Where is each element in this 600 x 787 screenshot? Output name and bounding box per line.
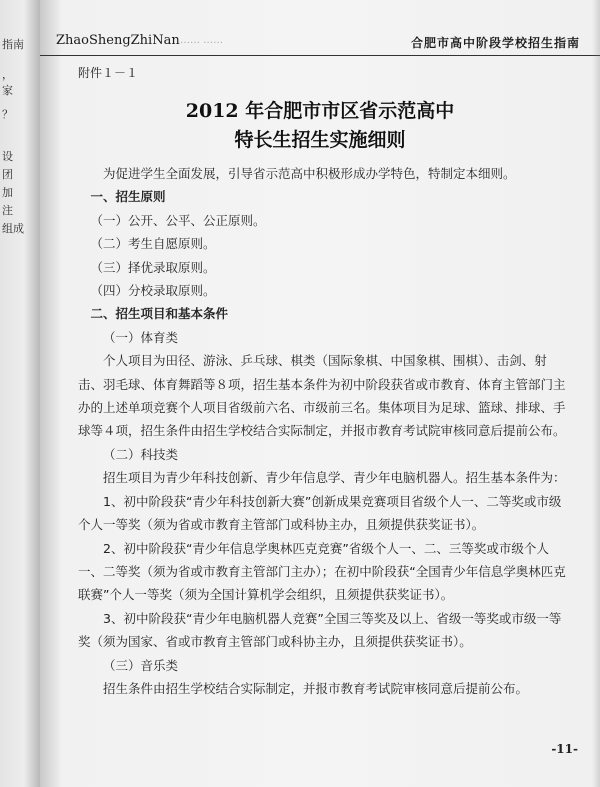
principle-item: （四）分校录取原则。	[90, 283, 216, 299]
adjacent-page-strip	[0, 0, 40, 787]
attachment-label: 附件１－１	[78, 66, 139, 80]
tech-item-1: 1、初中阶段获“青少年科技创新大赛”创新成果竞赛项目省级个人一、二等奖或市级个人一等奖（须为省或市教育主管部门或科协主办，且须提供获奖证书）。	[78, 493, 562, 533]
adjacent-page-fragment: 加	[2, 186, 13, 199]
sports-paragraph: 个人项目为田径、游泳、乒乓球、棋类（国际象棋、中国象棋、围棋）、击剑、射击、羽毛球、体育舞蹈等８项，招生基本条件为初中阶段获省或市教育、体育主管部门主办的上述单项竞赛个人项目省级前六名、市级前三名。集体项目为足球、篮球、排球、手球等４项，招生条件由招生学校结合实际制定，并报市教育考试院审核同意后提前公布。	[78, 353, 566, 439]
tech-item-2: 2、初中阶段获“青少年信息学奥林匹克竞赛”省级个人一、二、三等奖或市级个人一、二等奖（须为省或市教育主管部门主办）；在初中阶段获“全国青少年信息学奥林匹克联赛”个人一等奖（须为全国计算机学会组织，且须提供获奖证书）。	[78, 540, 566, 603]
section-heading-projects: 二、招生项目和基本条件	[90, 306, 229, 322]
page-edge-shadow	[592, 0, 600, 787]
adjacent-page-fragment: ？	[2, 108, 13, 121]
adjacent-page-fragment: 设	[2, 150, 13, 163]
adjacent-page-fragment: 家	[2, 84, 13, 97]
intro-paragraph: 为促进学生全面发展，引导省示范高中积极形成办学特色，特制定本细则。	[103, 166, 516, 181]
principle-item: （二）考生自愿原则。	[90, 236, 216, 252]
music-paragraph: 招生条件由招生学校结合实际制定，并报市教育考试院审核同意后提前公布。	[103, 680, 529, 696]
header-faint-text: …… ……	[180, 35, 224, 46]
document-body	[78, 162, 570, 700]
tech-item-3: 3、初中阶段获“青少年电脑机器人竞赛”全国三等奖及以上、省级一等奖或市级一等奖（须为国家、省或市教育主管部门或科协主办，且须提供获奖证书）。	[78, 610, 562, 650]
principle-item: （一）公开、公平、公正原则。	[90, 212, 266, 228]
header-right-text: 合肥市高中阶段学校招生指南	[410, 36, 580, 50]
tech-intro-paragraph: 招生项目为青少年科技创新、青少年信息学、青少年电脑机器人。招生基本条件为：	[103, 470, 566, 486]
document-title-line-1: 2012 年合肥市市区省示范高中	[185, 100, 455, 122]
running-header	[40, 30, 600, 56]
section-heading-principles: 一、招生原则	[90, 189, 166, 205]
adjacent-page-fragment: 指南	[2, 38, 24, 51]
header-left-text: ZhaoShengZhiNan	[56, 33, 180, 48]
document-title-line-2: 特长生招生实施细则	[234, 129, 406, 151]
adjacent-page-fragment: 团	[2, 168, 13, 181]
adjacent-page-fragment: ，	[2, 68, 13, 81]
subsection-heading-sports: （一）体育类	[103, 329, 179, 345]
page-number: -11-	[551, 742, 578, 756]
adjacent-page-fragment: 注	[2, 204, 13, 217]
subsection-heading-tech: （二）科技类	[103, 446, 179, 462]
document-page	[40, 0, 600, 787]
adjacent-page-fragment: 组成	[2, 222, 24, 235]
principle-item: （三）择优录取原则。	[90, 259, 216, 275]
subsection-heading-music: （三）音乐类	[103, 657, 179, 673]
